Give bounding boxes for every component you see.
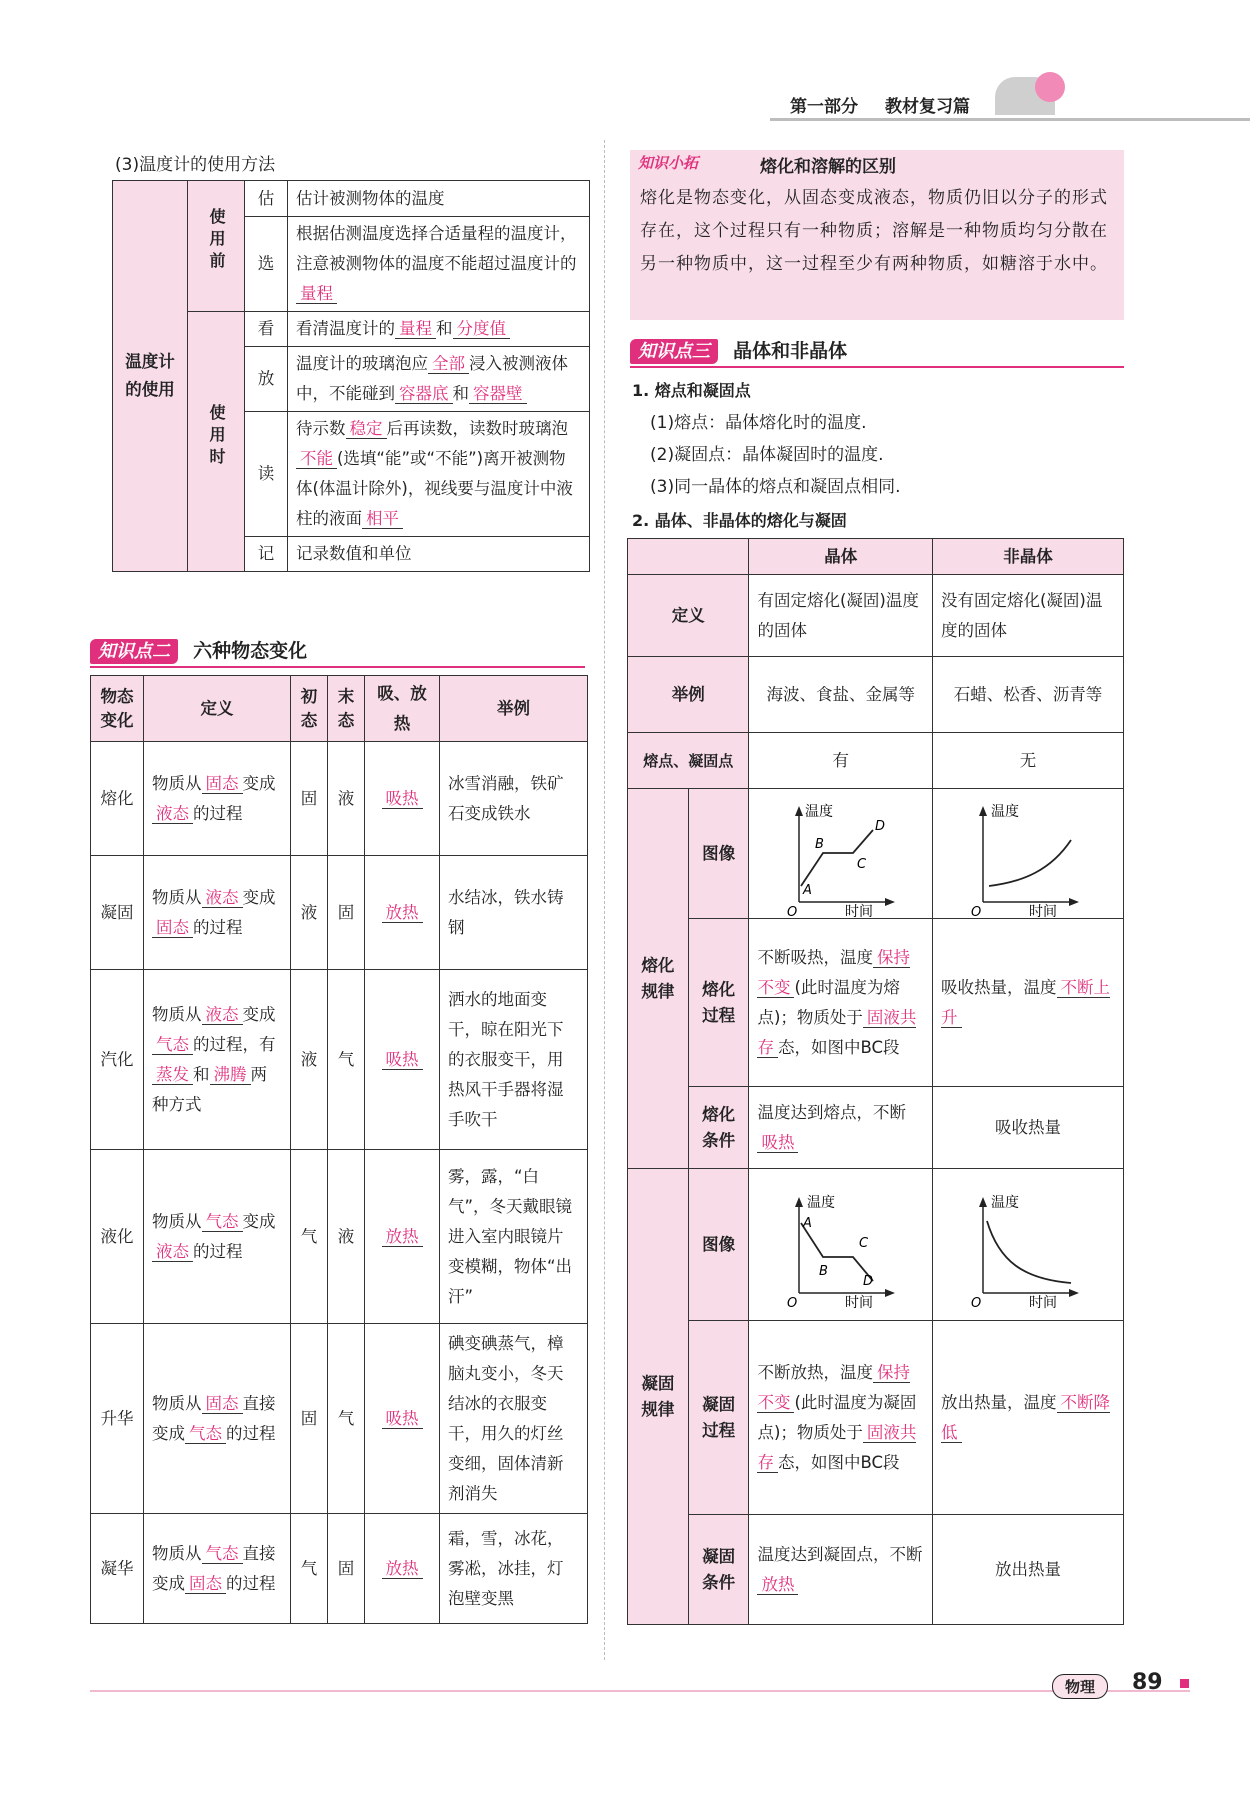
end-state: 液 (328, 742, 365, 856)
answer-blank: 量程 (296, 284, 337, 304)
col-header: 举例 (440, 676, 588, 742)
start-state: 液 (291, 970, 328, 1150)
phase-change-table (90, 675, 588, 1624)
col-header: 定义 (144, 676, 291, 742)
header-book: 教材复习篇 (885, 97, 970, 117)
answer-blank: 吸热 (382, 789, 423, 809)
col-header: 吸、放热 (365, 676, 440, 742)
axis-x-label: 时间 (1029, 1294, 1057, 1309)
answer-blank: 全部 (428, 354, 469, 374)
thermo-key: 选 (245, 217, 288, 312)
row-name: 升华 (91, 1324, 144, 1514)
thermo-title: (3)温度计的使用方法 (115, 155, 276, 175)
answer-blank: 保持不变 (757, 947, 910, 997)
def-text: 物质从 (152, 1004, 202, 1024)
footer-marker (1180, 1679, 1189, 1688)
row-label: 凝固条件 (688, 1515, 749, 1625)
answer-blank: 容器底 (395, 384, 453, 404)
melt-label: 熔化规律 (628, 789, 689, 1169)
graph-label: 图像 (688, 789, 749, 919)
answer-blank: 稳定 (346, 419, 387, 439)
cell: 石蜡、松香、沥青等 (933, 657, 1124, 733)
example: 洒水的地面变干，晾在阳光下的衣服变干，用热风干手器将湿手吹干 (440, 970, 588, 1150)
def-text: 的过程 (193, 803, 243, 823)
thermo-text: 待示数 (296, 419, 346, 438)
def-text: 和 (193, 1064, 210, 1084)
thermo-key: 看 (245, 312, 288, 347)
answer-blank: 固态 (185, 1574, 226, 1594)
start-state: 气 (291, 1514, 328, 1624)
tip-text: 熔化是物态变化，从固态变成液态，物质仍旧以分子的形式存在，这个过程只有一种物质；溶解是一种物质均匀分散在另一种物质中，这一过程至少有两种物质，如糖溶于水中。 (640, 188, 1108, 274)
thermo-key: 记 (245, 537, 288, 572)
cell-text: 不断吸热，温度 (757, 947, 873, 967)
thermo-text: 和 (436, 319, 453, 338)
page-footer (90, 1690, 1190, 1692)
crystal-freeze-graph (749, 1181, 917, 1309)
answer-blank: 放热 (382, 903, 423, 923)
def-text: 的过程，有 (193, 1034, 276, 1054)
cell-text: 态，如图中BC段 (777, 1037, 900, 1057)
thermo-text: 估计被测物体的温度 (288, 181, 590, 217)
answer-blank: 气态 (202, 1212, 243, 1232)
table-row (91, 856, 588, 970)
def-text: 的过程 (226, 1573, 276, 1593)
point-label: B (815, 836, 825, 852)
tip-box (630, 150, 1124, 320)
list-item: (1)熔点：晶体熔化时的温度. (650, 413, 867, 433)
end-state: 固 (328, 1514, 365, 1624)
def-text: 两种方式 (152, 1064, 267, 1114)
end-state: 液 (328, 1150, 365, 1324)
col-header: 物态变化 (91, 676, 144, 742)
tip-tag: 知识小拓 (638, 154, 699, 172)
page-number: 89 (1132, 1670, 1163, 1695)
start-state: 液 (291, 856, 328, 970)
thermo-text: 根据估测温度选择合适量程的温度计，注意被测物体的温度不能超过温度计的 (296, 224, 577, 273)
thermo-text: 记录数值和单位 (288, 537, 590, 572)
axis-x-label: 时间 (845, 903, 874, 918)
section3-heading (630, 336, 1124, 368)
thermo-main-label: 温度计的使用 (125, 352, 175, 399)
example: 碘变碘蒸气，樟脑丸变小，冬天结冰的衣服变干，用久的灯丝变细，固体清新剂消失 (440, 1324, 588, 1514)
row-name: 凝固 (91, 856, 144, 970)
def-text: 物质从 (152, 773, 202, 793)
def-text: 变成 (242, 887, 276, 907)
answer-blank: 吸热 (382, 1409, 423, 1429)
thermo-key: 放 (245, 347, 288, 412)
answer-blank: 液态 (152, 1242, 193, 1262)
origin-label: O (787, 904, 798, 918)
axis-x-label: 时间 (845, 1294, 874, 1309)
answer-blank: 不能 (296, 449, 337, 469)
def-text: 物质从 (152, 1393, 202, 1413)
section3-title: 晶体和非晶体 (733, 340, 848, 362)
cell: 无 (933, 733, 1124, 789)
answer-blank: 不断降低 (941, 1392, 1110, 1442)
thermo-during-label: 使用时 (207, 403, 226, 470)
thermo-text: (选填“能”或“不能”)离开被测物体(体温计除外)，视线要与温度计中液柱的液面 (296, 449, 573, 528)
end-state: 气 (328, 1324, 365, 1514)
point-label: D (863, 1273, 874, 1289)
answer-blank: 放热 (382, 1227, 423, 1247)
row-label: 熔化条件 (688, 1087, 749, 1169)
footer-subject: 物理 (1052, 1674, 1108, 1699)
thermo-text: 和 (452, 384, 469, 403)
answer-blank: 容器壁 (469, 384, 527, 404)
example: 雾，露，“白气”，冬天戴眼镜进入室内眼镜片变模糊，物体“出汗” (440, 1150, 588, 1324)
section2-heading (90, 636, 585, 668)
axis-x-label: 时间 (1029, 903, 1057, 918)
point-label: C (859, 1235, 869, 1251)
answer-blank: 放热 (382, 1559, 423, 1579)
sub-heading: 2. 晶体、非晶体的熔化与凝固 (632, 511, 847, 530)
origin-label: O (971, 904, 982, 918)
answer-blank: 液态 (202, 888, 243, 908)
thermo-text: 看清温度计的 (296, 319, 395, 338)
def-text: 的过程 (193, 917, 243, 937)
axis-y-label: 温度 (991, 803, 1019, 820)
cell: 有 (749, 733, 933, 789)
answer-blank: 气态 (185, 1424, 226, 1444)
row-label: 定义 (628, 575, 749, 657)
example: 霜，雪，冰花，雾凇，冰挂，灯泡壁变黑 (440, 1514, 588, 1624)
example: 水结冰，铁水铸钢 (440, 856, 588, 970)
answer-blank: 蒸发 (152, 1065, 193, 1085)
cell-text: 放出热量，温度 (941, 1392, 1057, 1412)
header-part: 第一部分 (790, 97, 858, 117)
answer-blank: 相平 (362, 509, 403, 529)
cell: 海波、食盐、金属等 (749, 657, 933, 733)
table-row (91, 1514, 588, 1624)
def-text: 的过程 (226, 1423, 276, 1443)
axis-y-label: 温度 (991, 1194, 1019, 1211)
sub-heading: 1. 熔点和凝固点 (632, 381, 751, 400)
cell-text: 吸收热量 (933, 1087, 1124, 1169)
point-label: B (819, 1263, 829, 1279)
thermo-text: 温度计的玻璃泡应 (296, 354, 428, 373)
cell: 没有固定熔化(凝固)温度的固体 (933, 575, 1124, 657)
start-state: 气 (291, 1150, 328, 1324)
answer-blank: 量程 (395, 319, 436, 339)
answer-blank: 固液共存 (757, 1422, 917, 1472)
tip-title: 熔化和溶解的区别 (760, 157, 896, 177)
answer-blank: 沸腾 (210, 1065, 251, 1085)
cell-text: 温度达到熔点，不断 (757, 1102, 906, 1122)
section3-tag: 知识点三 (630, 339, 718, 364)
table-row (91, 1324, 588, 1514)
thermo-text: 后再读数，读数时玻璃泡 (386, 419, 568, 438)
thermo-table (112, 180, 590, 572)
row-name: 汽化 (91, 970, 144, 1150)
section2-tag: 知识点二 (90, 639, 178, 664)
table-row (91, 970, 588, 1150)
point-label: A (803, 882, 813, 898)
row-label: 举例 (628, 657, 749, 733)
row-name: 熔化 (91, 742, 144, 856)
answer-blank: 固态 (152, 918, 193, 938)
cell-text: (此时温度为凝固点)；物质处于 (757, 1392, 917, 1442)
def-text: 物质从 (152, 1543, 202, 1563)
start-state: 固 (291, 1324, 328, 1514)
cell-text: 温度达到凝固点，不断 (757, 1544, 923, 1564)
answer-blank: 吸热 (757, 1133, 798, 1153)
section2-title: 六种物态变化 (193, 640, 308, 662)
def-text: 物质从 (152, 887, 202, 907)
answer-blank: 气态 (202, 1544, 243, 1564)
def-text: 直接变成 (152, 1543, 276, 1593)
answer-blank: 液态 (202, 1005, 243, 1025)
row-name: 凝华 (91, 1514, 144, 1624)
answer-blank: 分度值 (453, 319, 511, 339)
list-item: (3)同一晶体的熔点和凝固点相同. (650, 477, 901, 497)
page-header (770, 92, 1220, 120)
thermo-key: 读 (245, 412, 288, 537)
def-text: 直接变成 (152, 1393, 276, 1443)
col-header: 晶体 (749, 539, 933, 575)
amorph-freeze-graph (933, 1181, 1123, 1309)
header-decoration-pink (1035, 72, 1065, 102)
origin-label: O (971, 1295, 982, 1309)
list-item: (2)凝固点：晶体凝固时的温度. (650, 445, 884, 465)
column-divider (604, 140, 605, 1660)
answer-blank: 不断上升 (941, 977, 1110, 1027)
start-state: 固 (291, 742, 328, 856)
axis-y-label: 温度 (805, 803, 834, 820)
answer-blank: 固液共存 (757, 1007, 917, 1057)
def-text: 的过程 (193, 1241, 243, 1261)
row-label: 凝固过程 (688, 1321, 749, 1515)
col-header: 初态 (291, 676, 328, 742)
origin-label: O (787, 1295, 798, 1309)
end-state: 气 (328, 970, 365, 1150)
thermo-key: 估 (245, 181, 288, 217)
crystal-table (627, 538, 1124, 1625)
crystal-melt-graph (749, 790, 917, 918)
cell-text: 态，如图中BC段 (777, 1452, 900, 1472)
graph-label: 图像 (688, 1169, 749, 1321)
example: 冰雪消融，铁矿石变成铁水 (440, 742, 588, 856)
def-text: 物质从 (152, 1211, 202, 1231)
cell-text: 放出热量 (933, 1515, 1124, 1625)
answer-blank: 吸热 (382, 1050, 423, 1070)
row-name: 液化 (91, 1150, 144, 1324)
end-state: 固 (328, 856, 365, 970)
col-header: 末态 (328, 676, 365, 742)
table-row (91, 1150, 588, 1324)
axis-y-label: 温度 (807, 1194, 836, 1211)
point-label: A (803, 1215, 813, 1231)
point-label: C (857, 856, 867, 872)
cell-text: 吸收热量，温度 (941, 977, 1057, 997)
amorph-melt-graph (933, 790, 1123, 918)
cell-text: (此时温度为熔点)；物质处于 (757, 977, 900, 1027)
thermo-before-label: 使用前 (207, 208, 226, 274)
row-label: 熔化过程 (688, 919, 749, 1087)
row-label: 熔点、凝固点 (628, 733, 749, 789)
cell: 有固定熔化(凝固)温度的固体 (749, 575, 933, 657)
answer-blank: 固态 (202, 774, 243, 794)
table-row (91, 742, 588, 856)
point-label: D (875, 818, 886, 834)
answer-blank: 气态 (152, 1035, 193, 1055)
freeze-label: 凝固规律 (628, 1169, 689, 1625)
def-text: 变成 (242, 1211, 276, 1231)
answer-blank: 保持不变 (757, 1362, 910, 1412)
answer-blank: 液态 (152, 804, 193, 824)
answer-blank: 固态 (202, 1394, 243, 1414)
def-text: 变成 (242, 1004, 276, 1024)
answer-blank: 放热 (757, 1575, 798, 1595)
cell-text: 不断放热，温度 (757, 1362, 873, 1382)
thermo-text: 浸入被测液体中，不能碰到 (296, 354, 568, 403)
def-text: 变成 (242, 773, 276, 793)
col-header: 非晶体 (933, 539, 1124, 575)
